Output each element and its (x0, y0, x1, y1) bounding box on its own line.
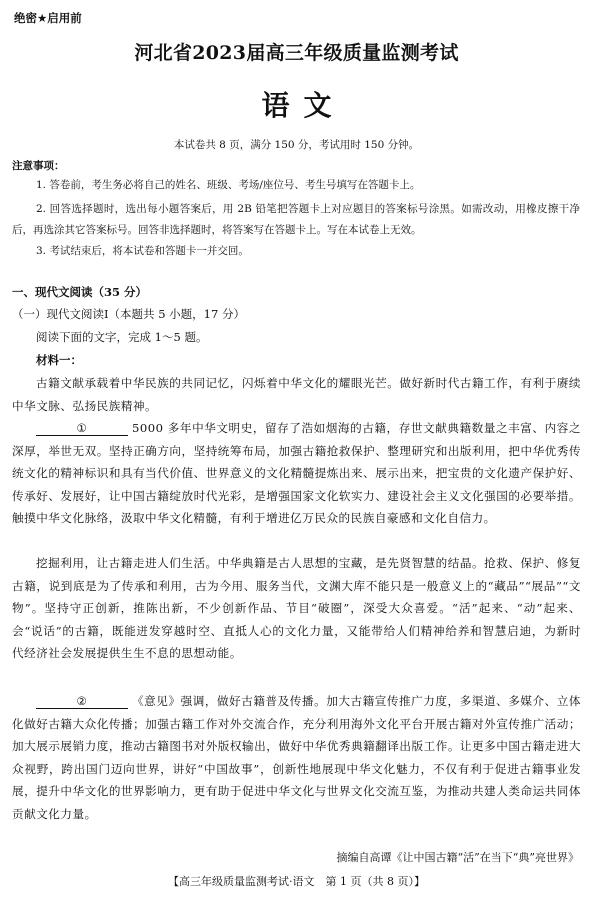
fill-blank-1: ① (36, 421, 128, 436)
paragraph-3 (12, 552, 581, 665)
notice-item-3: 3. 考试结束后，将本试卷和答题卡一并交回。 (36, 245, 249, 257)
paragraph-2 (12, 417, 581, 530)
reading-instruction: 阅读下面的文字，完成 1～5 题。 (36, 330, 208, 344)
subject-title: 语文 (261, 89, 346, 122)
fill-blank-2: ② (36, 694, 128, 709)
paragraph-4 (12, 690, 581, 826)
subsection-heading: （一）现代文阅读Ⅰ（本题共 5 小题，17 分） (12, 307, 245, 321)
paragraph-text: 5000 多年中华文明史，留存了浩如烟海的古籍，存世文献典籍数量之丰富、内容之深厚，举世无双。坚持正确方向，坚持统筹布局，加强古籍抢救保护、整理研究和出版利用，把中华优秀传统文化的精神标识和具有当代价值、世界意义的文化精髓提炼出来、展示出来，把宝贵的文化遗产保护好、传承好、发展好，让中国古籍绽放时代光彩，是增强国家文化软实力、建设社会主义文化强国的必要举措。触摸中华文化脉络，汲取中华文化精髓，有利于增进亿万民众的民族自豪感和文化自信力。 (12, 421, 581, 526)
exam-title: 河北省2023届高三年级质量监测考试 (134, 42, 459, 64)
secret-label: 绝密★启用前 (14, 11, 82, 25)
notice-heading: 注意事项： (12, 160, 65, 172)
paragraph-1 (12, 372, 581, 417)
paragraph-text: 《意见》强调，做好古籍普及传播。加大古籍宣传推广力度，多渠道、多媒介、立体化做好古籍大众化传播；加强古籍工作对外交流合作，充分利用海外文化平台开展古籍对外宣传推广活动；加大展示展销力度，推动古籍图书对外版权输出，做好中华优秀典籍翻译出版工作。让更多中国古籍走进大众视野，跨出国门迈向世界，讲好“中国故事”，创新性地展现中华文化魅力，不仅有利于促进古籍事业发展，提升中华文化的世界影响力，更有助于促进中华文化与世界文化交流互鉴，为推动共建人类命运共同体贡献文化力量。 (12, 694, 581, 821)
section-heading: 一、现代文阅读（35 分） (12, 285, 148, 299)
page-footer: 【高三年级质量监测考试·语文 第 1 页（共 8 页）】 (168, 875, 425, 888)
source-citation: 摘编自高谭《让中国古籍“活”在当下“典”亮世界》 (336, 851, 579, 864)
exam-info: 本试卷共 8 页，满分 150 分，考试用时 150 分钟。 (173, 139, 420, 151)
material-heading: 材料一： (36, 353, 82, 367)
notice-item-1: 1. 答卷前，考生务必将自己的姓名、班级、考场/座位号、考生号填写在答题卡上。 (36, 179, 421, 191)
notice-item-2: 2. 回答选择题时，选出每小题答案后，用 2B 铅笔把答题卡上对应题目的答案标号涂黑。如需改动，用橡皮擦干净后，再选涂其它答案标号。回答非选择题时，将答案写在答题卡上。写在本试卷上无效。 (12, 203, 580, 236)
paragraph-text: 挖掘利用，让古籍走进人们生活。中华典籍是古人思想的宝藏，是先贤智慧的结晶。抢救、保护、修复古籍，说到底是为了传承和利用，古为今用、服务当代，文渊大库不能只是一般意义上的“藏品”“展品”“文物”。坚持守正创新，推陈出新，不少创新作品、节目“破圈”，深受大众喜爱。“活”起来、“动”起来、会“说话”的古籍，既能迸发穿越时空、直抵人心的文化力量，又能带给人们精神给养和智慧启迪，为新时代经济社会发展提供生生不息的思想动能。 (12, 556, 581, 661)
paragraph-text: 古籍文献承载着中华民族的共同记忆，闪烁着中华文化的耀眼光芒。做好新时代古籍工作，有利于赓续中华文脉、弘扬民族精神。 (12, 376, 581, 413)
